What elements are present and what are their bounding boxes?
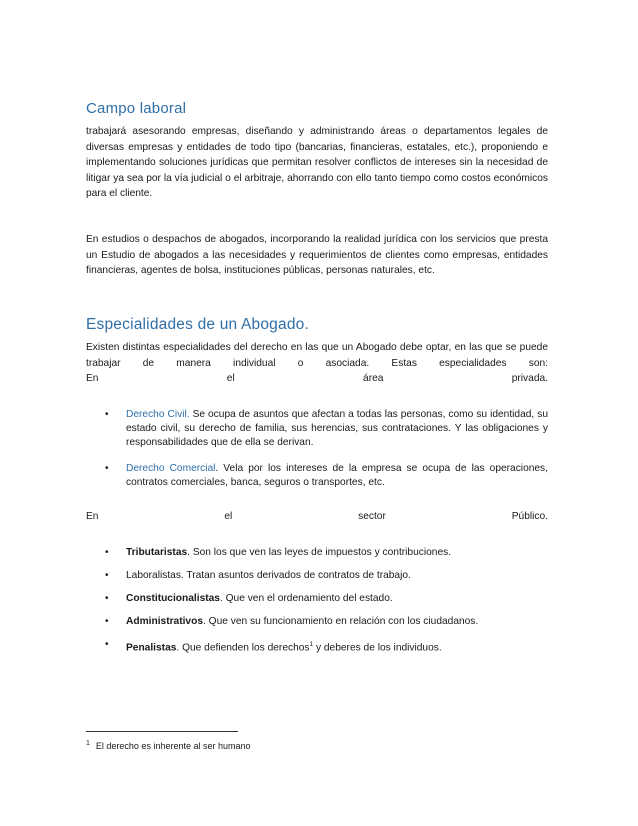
paragraph-especialidades-intro: Existen distintas especialidades del derecho en las que un Abogado debe optar, en las que se puede trabajar de manera individual o asociada. Estas especialidades son: [86,342,548,369]
term-derecho-civil: Derecho Civil. [126,409,190,420]
footnote [86,740,251,751]
term-derecho-comercial: Derecho Comercial [126,463,216,474]
footnote-divider [86,731,238,732]
bullet-icon: • [105,593,109,604]
line-area-privada [86,371,548,387]
bullet-icon: • [105,547,109,558]
word: sector [358,511,386,522]
heading-campo-laboral: Campo laboral [86,100,187,117]
item-text: Laboralistas. Tratan asuntos derivados de contratos de trabajo. [126,570,411,581]
word: Público. [511,511,548,522]
term-penalistas: Penalistas [126,642,177,654]
footnote-text: El derecho es inherente al ser humano [95,741,251,751]
bullet-icon: • [105,616,109,627]
word: En [86,511,99,522]
word: el [224,511,233,522]
footnote-reference[interactable]: 1 [309,641,314,648]
term-constitucionalistas: Constitucionalistas [126,593,220,604]
bullet-icon: • [105,639,109,650]
paragraph-campo-laboral: trabajará asesorando empresas, diseñando y administrando áreas o departamentos legales de diversas empresas y entidades de todo tipo (bancarias, financieras, estatales, etc.), proponiendo e implementando soluciones jurídicas que permitan resolver conflictos de intereses sin la necesidad de litigar ya sea por la vía judicial o el arbitraje, ahorrando con ello tanto tiempo como costos económicos para el cliente. [86,126,548,199]
word: privada. [511,373,548,384]
bullet-icon: • [105,409,109,420]
item-text: Se ocupa de asuntos que afectan a todas las personas, como su identidad, su estado civil, su derecho de familia, sus herencias, sus contrataciones. Y las obligaciones y responsabilidades que de ella se derivan. [126,409,548,448]
list-item [86,638,548,655]
item-text: . Que defienden los derechos [176,642,310,654]
term-tributaristas: Tributaristas [126,547,188,558]
list-item [86,569,548,583]
word: el [226,373,235,384]
bullet-icon: • [105,463,109,474]
list-item [86,408,548,450]
heading-especialidades: Especialidades de un Abogado. [86,316,309,333]
item-text: . Vela por los intereses de la empresa se ocupa de las operaciones, contratos comerciales, banca, seguros o transportes, etc. [126,463,548,488]
line-sector-publico [86,509,548,525]
paragraph-estudios: En estudios o despachos de abogados, incorporando la realidad jurídica con los servicios que presta un Estudio de abogados a las necesidades y requerimientos de clientes como empresas, entidades financieras, agentes de bolsa, instituciones públicas, personas naturales, etc. [86,234,548,276]
word: área [363,373,384,384]
list-item [86,462,548,490]
list-private-specialties [86,408,548,490]
item-text: . Que ven el ordenamiento del estado. [219,593,393,604]
word: En [86,373,99,384]
footnote-mark: 1 [86,740,90,747]
item-text: . Que ven su funcionamiento en relación con los ciudadanos. [203,616,479,627]
list-item [86,615,548,629]
item-text: . Son los que ven las leyes de impuestos y contribuciones. [187,547,452,558]
list-public-specialties [86,546,548,655]
list-item [86,592,548,606]
list-item [86,546,548,560]
bullet-icon: • [105,570,109,581]
item-text: y deberes de los individuos. [313,642,442,654]
term-administrativos: Administrativos [126,616,203,627]
